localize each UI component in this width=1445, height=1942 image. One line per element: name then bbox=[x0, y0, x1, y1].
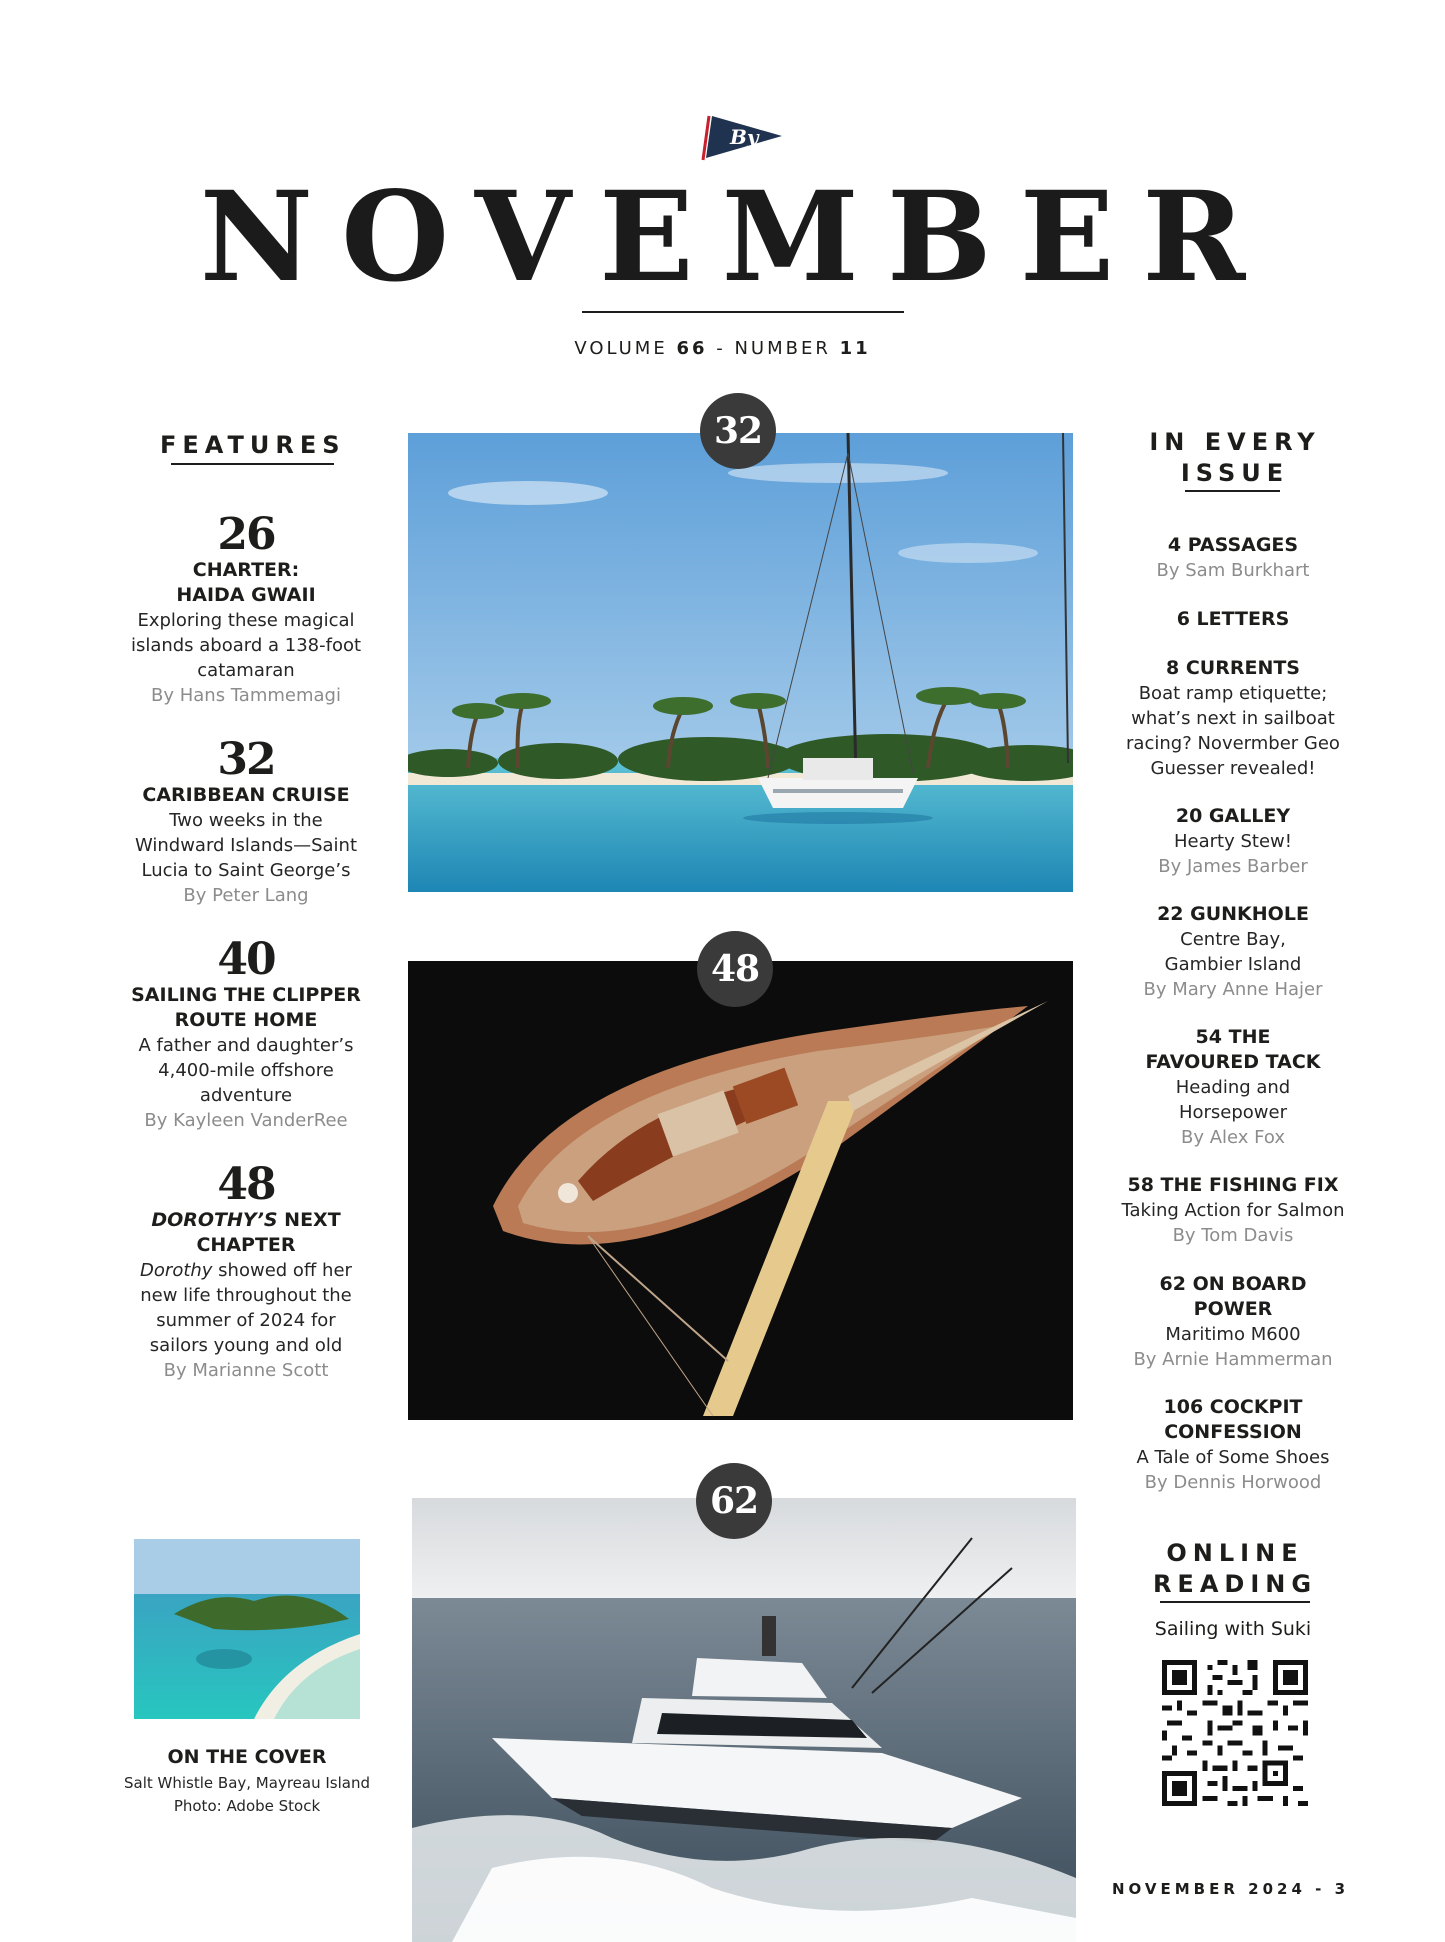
by-pennant-logo bbox=[700, 112, 790, 162]
every-issue-heading: IN EVERY ISSUE bbox=[1149, 428, 1321, 487]
issue-item-byline: By Tom Davis bbox=[1172, 1225, 1294, 1246]
page-title: NOVEMBER bbox=[199, 165, 1274, 310]
issue-item-gunkhole[interactable] bbox=[1113, 902, 1353, 1002]
volume-label: VOLUME bbox=[574, 338, 668, 359]
feature-description: Exploring these magical islands aboard a 138-foot catamaran bbox=[130, 610, 362, 681]
feature-byline: By Hans Tammemagi bbox=[151, 685, 341, 706]
online-reading-heading-rule bbox=[1160, 1601, 1310, 1603]
issue-item-byline: By Sam Burkhart bbox=[1156, 560, 1310, 581]
photo-powerboat bbox=[412, 1498, 1076, 1942]
feature-title: DOROTHY’S NEXT CHAPTER bbox=[151, 1209, 341, 1256]
photo-sailboat-anchored bbox=[408, 433, 1073, 892]
feature-page-number: 48 bbox=[217, 1159, 275, 1210]
features-heading: FEATURES bbox=[160, 431, 346, 459]
number-label: NUMBER bbox=[734, 338, 831, 359]
issue-item-fishing-fix[interactable] bbox=[1113, 1173, 1353, 1248]
feature-description: A father and daughter’s 4,400-mile offshore adventure bbox=[138, 1035, 354, 1106]
page-badge-62: 62 bbox=[696, 1463, 772, 1539]
footer-separator: - bbox=[1315, 1880, 1326, 1898]
issue-item-description: Hearty Stew! bbox=[1174, 831, 1292, 852]
feature-byline: By Marianne Scott bbox=[163, 1360, 329, 1381]
issue-item-description: Maritimo M600 bbox=[1165, 1324, 1301, 1345]
page-badge-48: 48 bbox=[697, 931, 773, 1007]
feature-title: CARIBBEAN CRUISE bbox=[142, 784, 350, 806]
feature-title: CHARTER: HAIDA GWAII bbox=[176, 559, 316, 606]
features-heading-rule bbox=[171, 463, 334, 465]
issue-item-on-board-power[interactable] bbox=[1113, 1272, 1353, 1372]
issue-item-title: 8 CURRENTS bbox=[1166, 657, 1300, 679]
footer-date: NOVEMBER 2024 bbox=[1112, 1880, 1306, 1898]
issue-item-letters[interactable] bbox=[1113, 607, 1353, 632]
issue-item-title: 106 COCKPIT CONFESSION bbox=[1163, 1396, 1303, 1443]
online-reading-item[interactable]: Sailing with Suki bbox=[1154, 1618, 1312, 1640]
issue-item-passages[interactable] bbox=[1113, 533, 1353, 583]
feature-40[interactable] bbox=[106, 934, 386, 1133]
feature-byline: By Peter Lang bbox=[183, 885, 309, 906]
photo-aerial-sailboat bbox=[408, 961, 1073, 1420]
page-footer bbox=[1112, 1880, 1349, 1898]
issue-item-description: Heading and Horsepower bbox=[1175, 1077, 1291, 1123]
issue-item-description: Centre Bay, Gambier Island bbox=[1164, 929, 1302, 975]
issue-item-galley[interactable] bbox=[1113, 804, 1353, 879]
qr-code[interactable] bbox=[1162, 1660, 1308, 1806]
feature-byline: By Kayleen VanderRee bbox=[144, 1110, 348, 1131]
volume-number: 66 bbox=[676, 338, 708, 359]
issue-item-title: 62 ON BOARD POWER bbox=[1159, 1273, 1307, 1320]
volume-separator: - bbox=[716, 338, 726, 359]
issue-item-title: 22 GUNKHOLE bbox=[1157, 903, 1309, 925]
issue-item-title: 4 PASSAGES bbox=[1167, 534, 1299, 556]
page-badge-32: 32 bbox=[700, 393, 776, 469]
feature-page-number: 40 bbox=[217, 934, 275, 985]
issue-item-description: A Tale of Some Shoes bbox=[1136, 1447, 1330, 1468]
cover-caption: Salt Whistle Bay, Mayreau Island Photo: Adobe Stock bbox=[124, 1774, 370, 1815]
page-number: 3 bbox=[1334, 1880, 1350, 1898]
title-divider bbox=[582, 311, 904, 313]
issue-item-title: 58 THE FISHING FIX bbox=[1127, 1174, 1339, 1196]
issue-item-cockpit-confession[interactable] bbox=[1113, 1395, 1353, 1495]
issue-item-favoured-tack[interactable] bbox=[1113, 1025, 1353, 1150]
issue-item-currents[interactable] bbox=[1113, 656, 1353, 781]
issue-item-byline: By Mary Anne Hajer bbox=[1143, 979, 1323, 1000]
issue-item-byline: By James Barber bbox=[1158, 856, 1308, 877]
every-issue-heading-rule bbox=[1185, 490, 1280, 492]
feature-title: SAILING THE CLIPPER ROUTE HOME bbox=[131, 984, 361, 1031]
issue-item-byline: By Arnie Hammerman bbox=[1133, 1349, 1333, 1370]
issue-item-title: 6 LETTERS bbox=[1176, 608, 1290, 630]
issue-item-description: Boat ramp etiquette; what’s next in sailboat racing? Novermber Geo Guesser revealed! bbox=[1126, 683, 1340, 779]
online-reading-heading: ONLINE READING bbox=[1152, 1539, 1318, 1598]
feature-26[interactable] bbox=[106, 509, 386, 708]
logo-letters: By bbox=[730, 125, 759, 149]
issue-item-title: 20 GALLEY bbox=[1175, 805, 1291, 827]
feature-32[interactable] bbox=[106, 734, 386, 908]
cover-thumbnail bbox=[134, 1539, 360, 1719]
feature-page-number: 26 bbox=[217, 509, 275, 560]
volume-line bbox=[0, 338, 1445, 359]
issue-item-description: Taking Action for Salmon bbox=[1121, 1200, 1345, 1221]
issue-item-byline: By Dennis Horwood bbox=[1144, 1472, 1322, 1493]
issue-item-title: 54 THE FAVOURED TACK bbox=[1145, 1026, 1321, 1073]
feature-description: Dorothy showed off her new life throughout the summer of 2024 for sailors young and old bbox=[140, 1260, 352, 1356]
issue-item-byline: By Alex Fox bbox=[1181, 1127, 1285, 1148]
cover-heading: ON THE COVER bbox=[167, 1746, 327, 1768]
issue-number: 11 bbox=[839, 338, 871, 359]
feature-description: Two weeks in the Windward Islands—Saint Lucia to Saint George’s bbox=[134, 810, 358, 881]
feature-48[interactable] bbox=[106, 1159, 386, 1383]
feature-page-number: 32 bbox=[217, 734, 275, 785]
